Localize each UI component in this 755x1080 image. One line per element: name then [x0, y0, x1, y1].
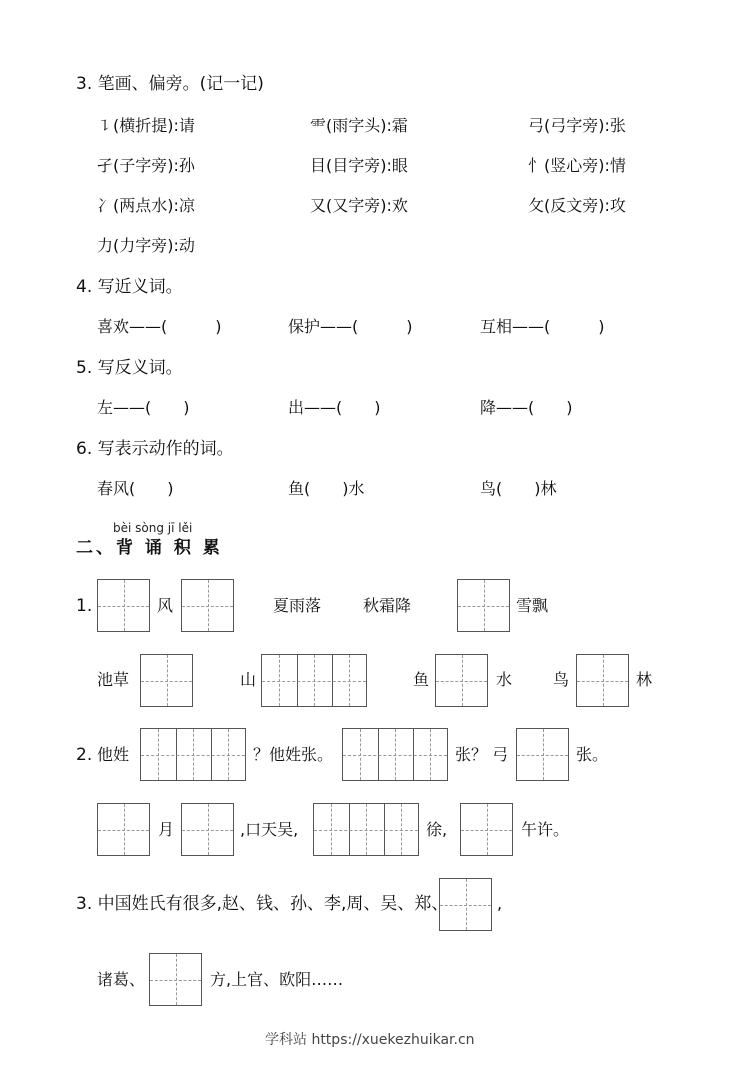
text-chi: 池草	[97, 670, 130, 689]
text-xue: 雪飘	[516, 596, 549, 615]
writing-box[interactable]	[97, 579, 150, 632]
action-item: 鱼( )水	[288, 479, 365, 498]
action-item: 春风( )	[97, 479, 174, 498]
text-yue: 月	[158, 820, 175, 839]
section-4-title: 4. 写近义词。	[76, 277, 183, 297]
text-qiu: 秋霜降	[363, 596, 412, 615]
writing-box[interactable]	[140, 654, 193, 707]
writing-box[interactable]	[439, 878, 492, 931]
writing-box[interactable]	[149, 953, 202, 1006]
stroke-item: ㇊(横折提):请	[97, 116, 195, 135]
writing-box-3[interactable]	[261, 654, 367, 707]
text-q: ？他姓张。	[253, 745, 334, 764]
action-item: 鸟( )林	[480, 479, 557, 498]
text-niao: 鸟	[553, 670, 570, 689]
writing-box[interactable]	[181, 803, 234, 856]
text-yu: 鱼	[413, 670, 430, 689]
synonym-item: 互相——( )	[480, 317, 605, 336]
writing-box[interactable]	[457, 579, 510, 632]
q1-number: 1.	[76, 596, 93, 616]
antonym-item: 出——( )	[288, 398, 381, 417]
stroke-item: 弓(弓字旁):张	[528, 116, 626, 135]
text-shan: 山	[240, 670, 257, 689]
antonym-item: 降——( )	[480, 398, 573, 417]
writing-box-3[interactable]	[140, 728, 246, 781]
q3-text: 3. 中国姓氏有很多,赵、钱、孙、李,周、吴、郑、	[76, 894, 449, 914]
writing-box[interactable]	[516, 728, 569, 781]
synonym-item: 喜欢——( )	[97, 317, 222, 336]
text-wu: 午许。	[521, 820, 570, 839]
stroke-item: 忄(竖心旁):情	[528, 156, 626, 175]
writing-box-3[interactable]	[342, 728, 448, 781]
section-6-title: 6. 写表示动作的词。	[76, 439, 234, 459]
stroke-item: 又(又字旁):欢	[310, 196, 408, 215]
writing-box[interactable]	[576, 654, 629, 707]
writing-box[interactable]	[460, 803, 513, 856]
text-feng: 风	[157, 596, 174, 615]
text-shui: 水	[496, 670, 513, 689]
q2-number: 2.	[76, 745, 93, 765]
part-2-heading: 二、背 诵 积 累	[76, 538, 223, 558]
heading-pinyin: bèi sòng jī lěi	[113, 521, 193, 535]
writing-box[interactable]	[97, 803, 150, 856]
text-ta: 他姓	[97, 745, 130, 764]
writing-box[interactable]	[181, 579, 234, 632]
text-zhu: 诸葛、	[97, 970, 146, 989]
text-lin: 林	[636, 670, 653, 689]
text-zhang: 张？ 弓	[455, 745, 509, 764]
text-comma: ,	[497, 894, 503, 913]
text-kou: ,口天吴,	[240, 820, 299, 839]
stroke-item: 攵(反文旁):攻	[528, 196, 626, 215]
stroke-item: 冫(两点水):凉	[97, 196, 195, 215]
synonym-item: 保护——( )	[288, 317, 413, 336]
footer-watermark: 学科站 https://xuekezhuikar.cn	[265, 1032, 475, 1048]
writing-box-3[interactable]	[313, 803, 419, 856]
text-zhang2: 张。	[576, 745, 609, 764]
stroke-item: 孑(子字旁):孙	[97, 156, 195, 175]
antonym-item: 左——( )	[97, 398, 190, 417]
text-xu: 徐,	[426, 820, 448, 839]
section-3-title: 3. 笔画、偏旁。(记一记)	[76, 74, 264, 94]
text-xia: 夏雨落	[273, 596, 322, 615]
stroke-item: ⻗(雨字头):霜	[310, 116, 408, 135]
stroke-item: 力(力字旁):动	[97, 236, 195, 255]
text-fang: 方,上官、欧阳……	[210, 970, 344, 989]
stroke-item: 目(目字旁):眼	[310, 156, 408, 175]
writing-box[interactable]	[435, 654, 488, 707]
section-5-title: 5. 写反义词。	[76, 358, 183, 378]
